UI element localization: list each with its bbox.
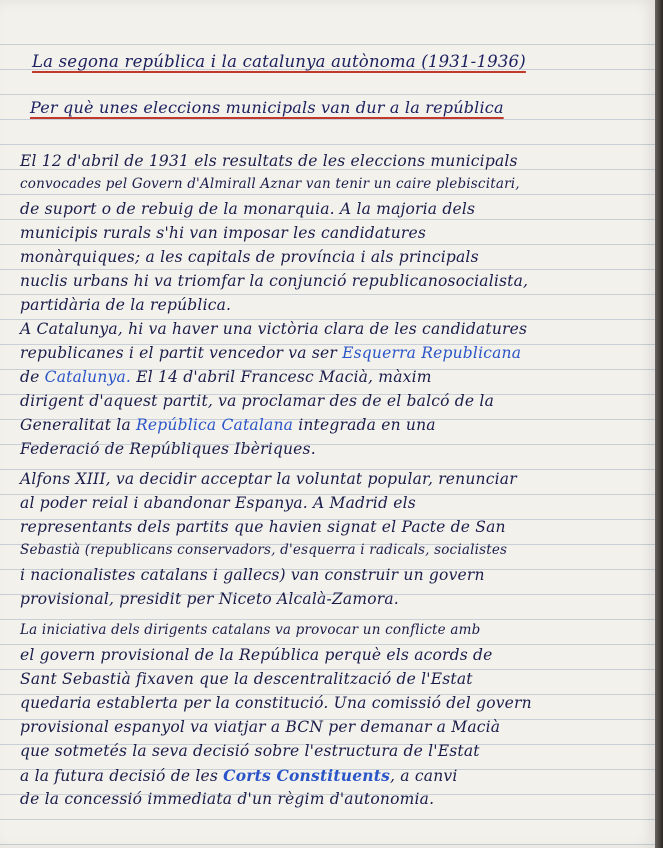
paragraph-line (20, 344, 521, 362)
notebook-spine (655, 0, 663, 848)
paragraph-line (20, 416, 436, 434)
paragraph-line: quedaria establerta per la constitució. Una comissió del govern (20, 694, 532, 712)
paragraph-line: Sebastià (republicans conservadors, d'esquerra i radicals, socialistes (20, 542, 508, 558)
text-run: Generalitat la (20, 416, 131, 434)
paragraph-line: convocades pel Govern d'Almirall Aznar van tenir un caire plebiscitari, (20, 176, 520, 192)
paragraph-line: municipis rurals s'hi van imposar les candidatures (20, 224, 427, 242)
text-run: a la futura decisió de les (20, 767, 219, 785)
text-run: El 14 d'abril Francesc Macià, màxim (136, 368, 432, 386)
paragraph-line: monàrquiques; a les capitals de província i als principals (20, 248, 479, 266)
paragraph-line: El 12 d'abril de 1931 els resultats de les eleccions municipals (20, 152, 518, 170)
paragraph-line: dirigent d'aquest partit, va proclamar des de el balcó de la (20, 392, 495, 410)
page-title: La segona república i la catalunya autònoma (1931-1936) (32, 52, 526, 71)
paragraph-line: provisional, presidit per Niceto Alcalà-Zamora. (20, 590, 399, 608)
paragraph-line: provisional espanyol va viatjar a BCN per demanar a Macià (20, 718, 501, 736)
paragraph-line: nuclis urbans hi va triomfar la conjunció republicanosocialista, (20, 272, 529, 290)
paragraph-line: partidària de la república. (20, 296, 232, 314)
text-run: , a canvi (390, 767, 458, 785)
paragraph-line: La iniciativa dels dirigents catalans va provocar un conflicte amb (20, 622, 481, 638)
paragraph-line: representants dels partits que havien signat el Pacte de San (20, 518, 506, 536)
highlight-party: Catalunya. (44, 368, 132, 386)
paragraph-line: Alfons XIII, va decidir acceptar la voluntat popular, renunciar (20, 470, 517, 488)
highlight-party: Esquerra Republicana (342, 344, 522, 362)
section-subtitle: Per què unes eleccions municipals van dur a la república (30, 98, 504, 117)
highlight-republic: República Catalana (136, 416, 294, 434)
paragraph-line (20, 368, 432, 386)
paragraph-line: i nacionalistes catalans i gallecs) van construir un govern (20, 566, 485, 584)
paragraph-line: el govern provisional de la República perquè els acords de (20, 646, 493, 664)
paragraph-line: al poder reial i abandonar Espanya. A Madrid els (20, 494, 416, 512)
highlight-corts: Corts Constituents (223, 766, 391, 785)
paragraph-line: Sant Sebastià fixaven que la descentralització de l'Estat (20, 670, 473, 688)
paragraph-line: Federació de Repúbliques Ibèriques. (20, 440, 316, 458)
text-run: de (20, 368, 40, 386)
paragraph-line: de suport o de rebuig de la monarquia. A la majoria dels (20, 200, 476, 218)
text-run: republicanes i el partit vencedor va ser (20, 344, 337, 362)
paragraph-line: que sotmetés la seva decisió sobre l'estructura de l'Estat (20, 742, 480, 760)
paragraph-line: de la concessió immediata d'un règim d'autonomia. (20, 790, 435, 808)
paragraph-line (20, 766, 458, 785)
text-run: integrada en una (298, 416, 436, 434)
paragraph-line: A Catalunya, hi va haver una victòria clara de les candidatures (20, 320, 528, 338)
